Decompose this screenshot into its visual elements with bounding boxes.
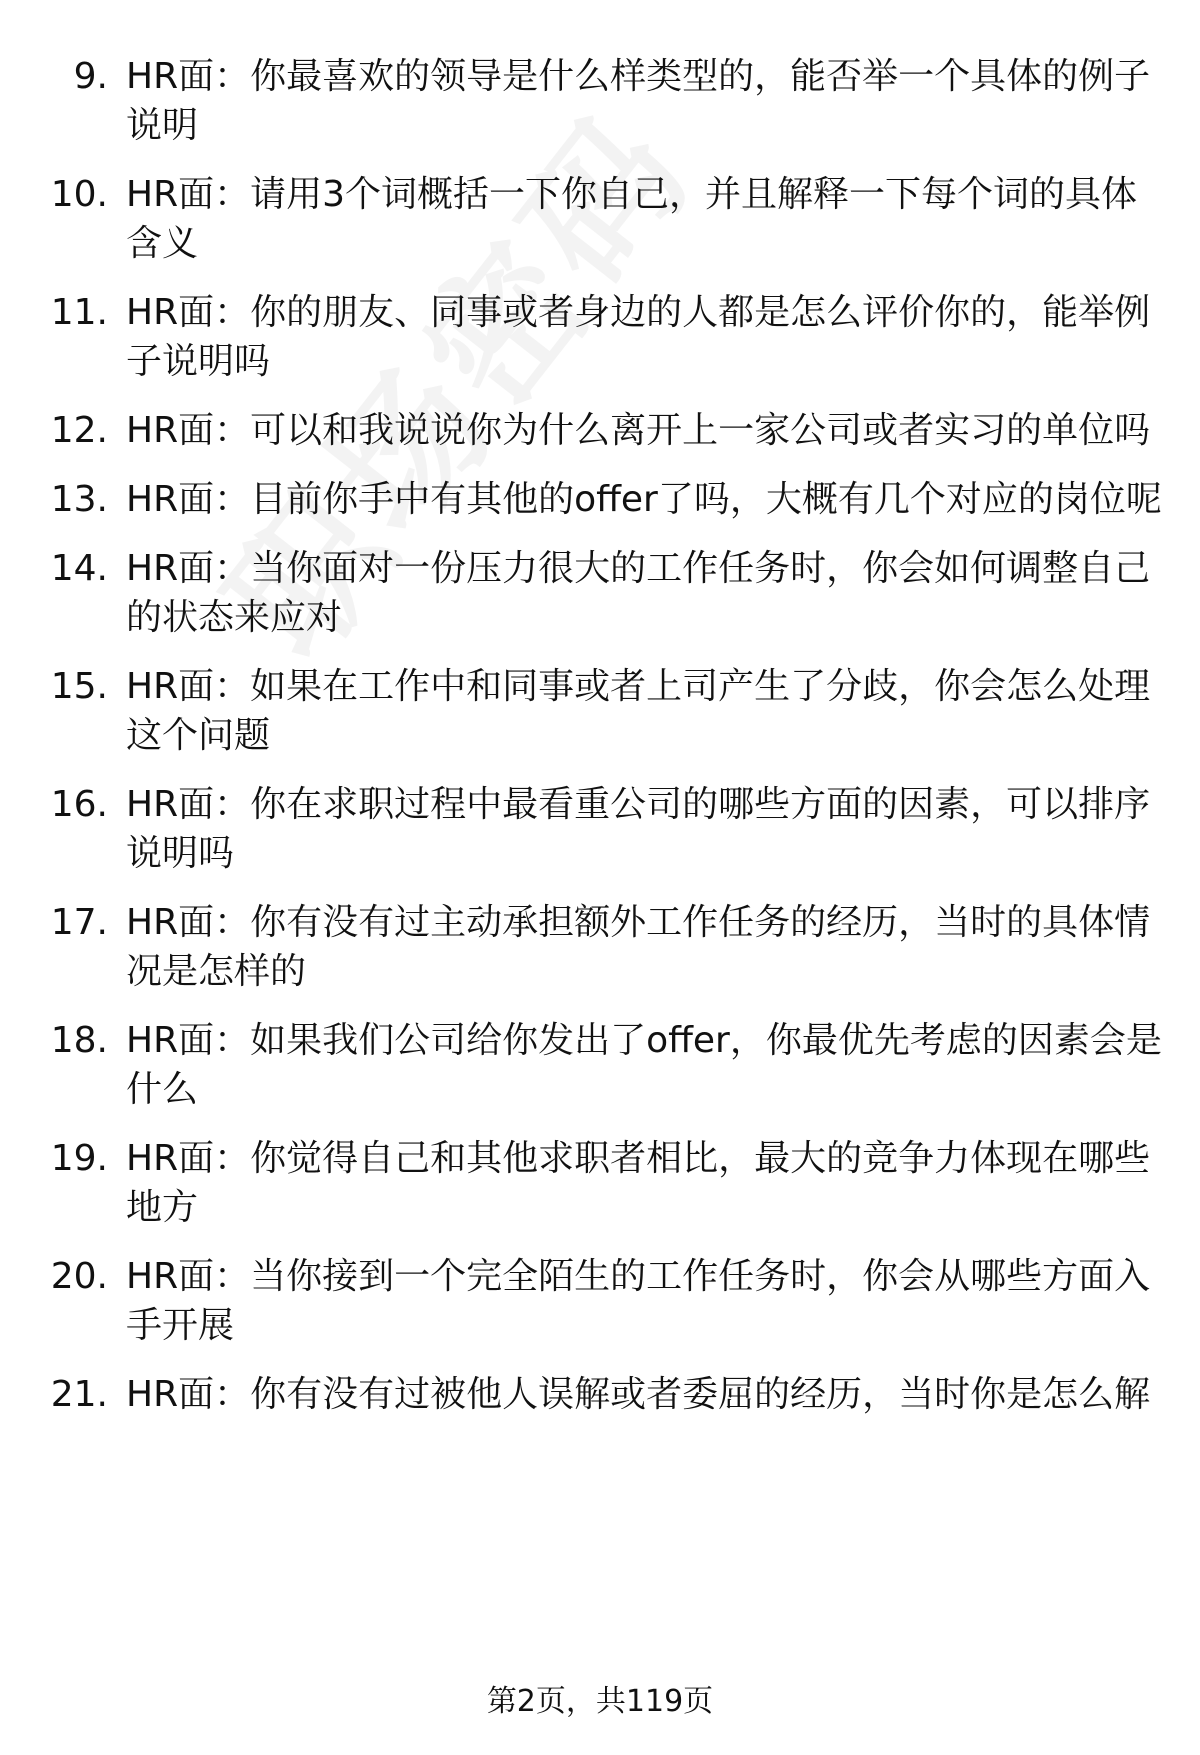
question-number: 17. — [50, 902, 108, 943]
question-number: 9. — [73, 56, 108, 97]
question-number: 12. — [50, 410, 108, 451]
question-number: 16. — [50, 784, 108, 825]
question-number: 15. — [50, 666, 108, 707]
list-item — [40, 662, 1170, 760]
list-item — [40, 898, 1170, 996]
question-text: HR面：你最喜欢的领导是什么样类型的，能否举一个具体的例子说明 — [126, 56, 1151, 146]
list-item — [40, 1016, 1170, 1114]
question-text: HR面：你在求职过程中最看重公司的哪些方面的因素，可以排序说明吗 — [126, 784, 1151, 874]
question-number: 13. — [50, 479, 108, 520]
list-item — [40, 780, 1170, 878]
question-number: 20. — [50, 1256, 108, 1297]
question-text: HR面：目前你手中有其他的offer了吗，大概有几个对应的岗位呢 — [126, 479, 1162, 520]
question-text: HR面：如果在工作中和同事或者上司产生了分歧，你会怎么处理这个问题 — [126, 666, 1151, 756]
question-number: 21. — [50, 1374, 108, 1415]
question-text: HR面：你有没有过被他人误解或者委屈的经历，当时你是怎么解 — [126, 1374, 1151, 1415]
page-footer — [0, 1682, 1200, 1722]
list-item — [40, 1370, 1170, 1419]
question-text: HR面：你的朋友、同事或者身边的人都是怎么评价你的，能举例子说明吗 — [126, 292, 1151, 382]
list-item — [40, 406, 1170, 455]
list-item — [40, 1134, 1170, 1232]
question-text: HR面：当你面对一份压力很大的工作任务时，你会如何调整自己的状态来应对 — [126, 548, 1151, 638]
list-item — [40, 170, 1170, 268]
question-number: 18. — [50, 1020, 108, 1061]
question-text: HR面：如果我们公司给你发出了offer，你最优先考虑的因素会是什么 — [126, 1020, 1162, 1110]
question-text: HR面：你觉得自己和其他求职者相比，最大的竞争力体现在哪些地方 — [126, 1138, 1151, 1228]
list-item — [40, 52, 1170, 150]
question-text: HR面：请用3个词概括一下你自己，并且解释一下每个词的具体含义 — [126, 174, 1137, 264]
question-list — [40, 52, 1170, 1419]
list-item — [40, 544, 1170, 642]
list-item — [40, 475, 1170, 524]
list-item — [40, 1252, 1170, 1350]
question-text: HR面：你有没有过主动承担额外工作任务的经历，当时的具体情况是怎样的 — [126, 902, 1151, 992]
page-number-label: 第2页，共119页 — [486, 1684, 714, 1719]
question-number: 14. — [50, 548, 108, 589]
question-number: 10. — [50, 174, 108, 215]
question-text: HR面：可以和我说说你为什么离开上一家公司或者实习的单位吗 — [126, 410, 1151, 451]
question-number: 11. — [50, 292, 108, 333]
list-item — [40, 288, 1170, 386]
question-text: HR面：当你接到一个完全陌生的工作任务时，你会从哪些方面入手开展 — [126, 1256, 1151, 1346]
question-number: 19. — [50, 1138, 108, 1179]
